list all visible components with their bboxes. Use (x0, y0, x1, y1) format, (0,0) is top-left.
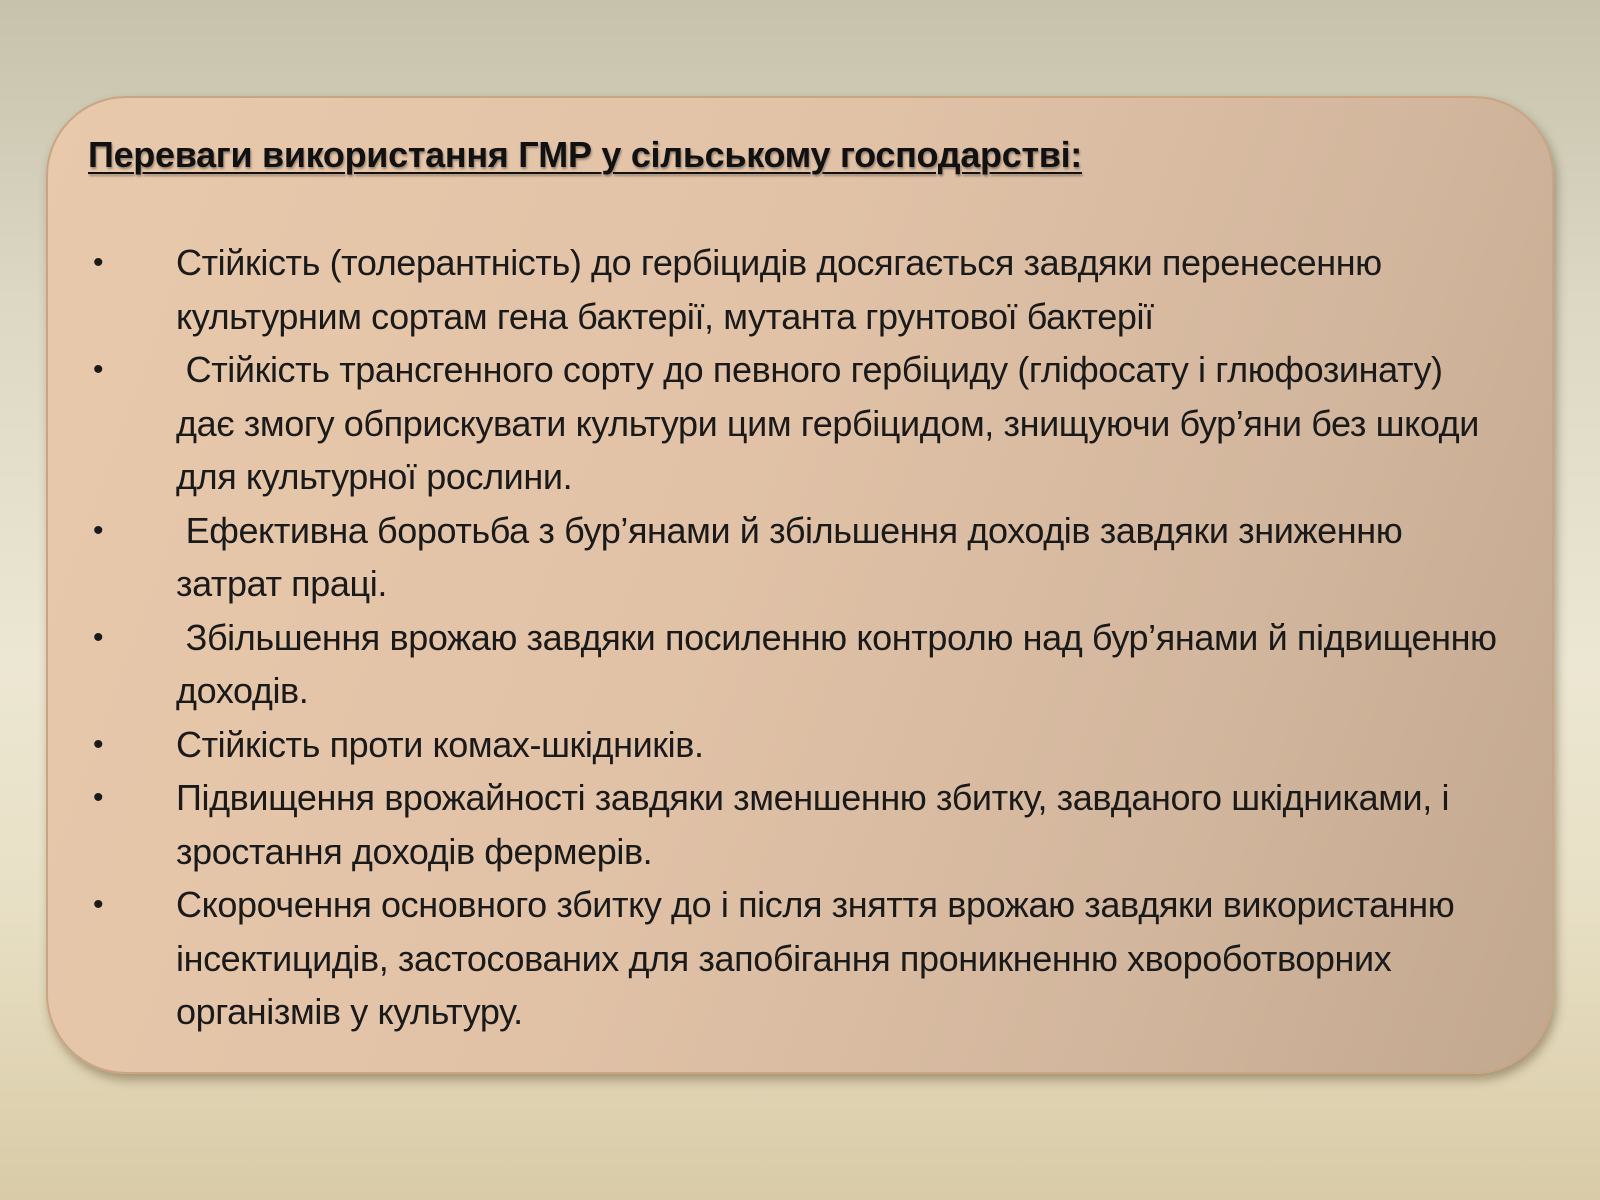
list-item (88, 611, 1508, 718)
list-item (88, 771, 1508, 878)
bullet-text: Стійкість проти комах-шкідників. (176, 723, 704, 765)
list-item (88, 878, 1508, 1039)
bullet-icon: • (92, 513, 104, 547)
bullet-icon: • (92, 727, 104, 761)
bullet-list (88, 236, 1508, 1039)
list-item (88, 718, 1508, 772)
bullet-icon: • (92, 353, 104, 386)
bullet-icon: • (92, 246, 104, 279)
content-card (46, 96, 1554, 1074)
bullet-icon: • (92, 781, 104, 814)
bullet-icon: • (92, 888, 104, 921)
list-item (88, 236, 1508, 343)
list-item (88, 504, 1508, 611)
bullet-text: Скорочення основного збитку до і після зняття врожаю завдяки використанню інсектицидів, застосованих для запобігання проникненню хвороботворних організмів у культуру. (176, 884, 1455, 1032)
bullet-icon: • (92, 620, 104, 654)
bullet-text: Стійкість трансгенного сорту до певного гербіциду (гліфосату і глюфозинату) дає змогу обприскувати культури цим гербіцидом, знищуючи бур’яни без шкоди для культурної рослини. (176, 349, 1489, 497)
list-item (88, 343, 1508, 504)
bullet-text: Стійкість (толерантність) до гербіцидів досягається завдяки перенесенню культурним сортам гена бактерії, мутанта грунтової бактерії (176, 242, 1382, 337)
bullet-text: Ефективна боротьба з бур’янами й збільшення доходів завдяки зниженню затрат праці. (176, 509, 1412, 604)
bullet-text: Підвищення врожайності завдяки зменшенню збитку, завданого шкідниками, і зростання доходів фермерів. (176, 777, 1450, 872)
bullet-text: Збільшення врожаю завдяки посиленню контролю над бур’янами й підвищенню доходів. (176, 616, 1507, 711)
slide-title: Переваги використання ГМР у сільському господарстві: (88, 134, 1083, 175)
